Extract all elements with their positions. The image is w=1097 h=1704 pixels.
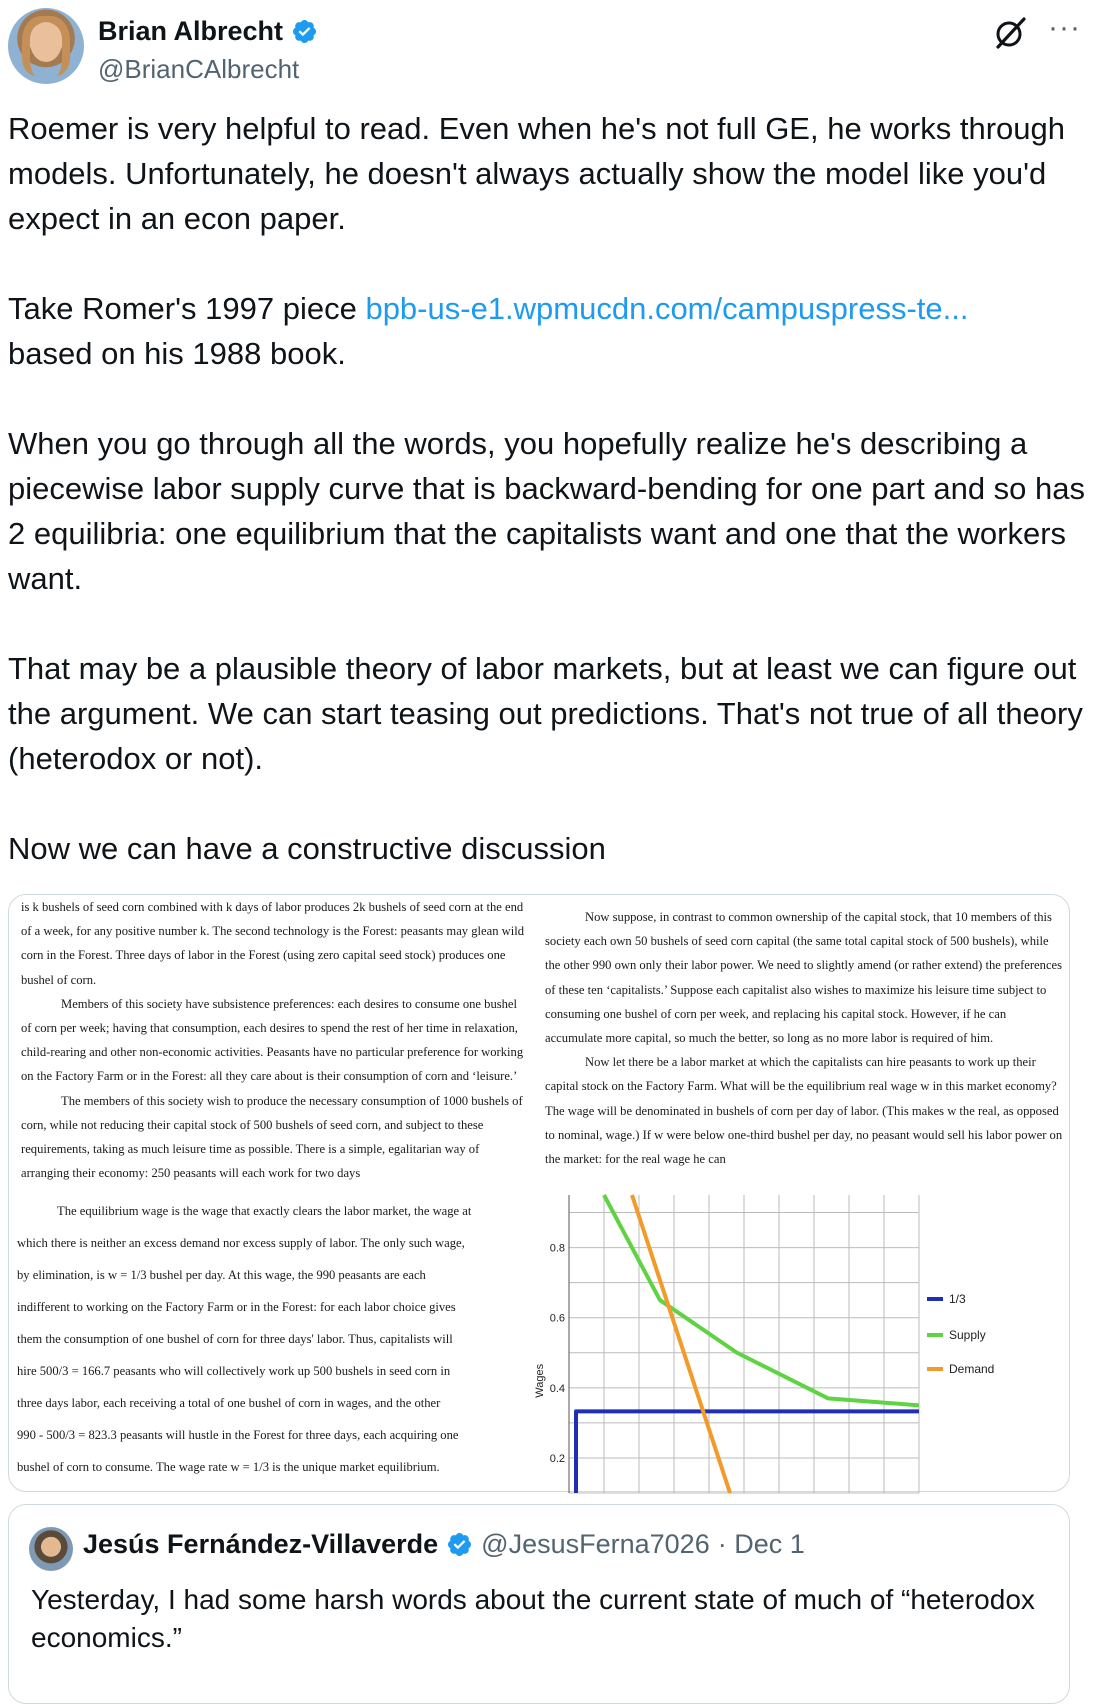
document-excerpt-left-top — [21, 895, 529, 1195]
doc-paragraph: is k bushels of seed corn combined with k days of labor produces 2k bushels of seed corn at the end of a week, for any positive number k. The second technology is the Forest: peasants may glean wild corn in the Forest. Three days of labor in the Forest (using zero capital seed stock) produces one bushel of corn. — [21, 900, 525, 987]
author-handle[interactable]: @BrianCAlbrecht — [98, 54, 300, 84]
doc-paragraph: Now let there be a labor market at which the capitalists can hire peasants to work up their capital stock on the Factory Farm. What will be the equilibrium real wage w in this market economy? The wage will be denominated in bushels of corn per day of labor. (This makes w the real, as opposed to nominal, wage.) If w were below one-third bushel per day, no peasant would sell his labor power on the market: for the real wage he can — [545, 1055, 1063, 1167]
tweet-paragraph: When you go through all the words, you hopefully realize he's describing a piecewise labor supply curve that is backward-bending for one part and so has 2 equilibria: one equilibrium that the capitalists want and one that the workers want. — [8, 426, 1086, 596]
article-link[interactable]: bpb-us-e1.wpmucdn.com/campuspress-te... — [365, 291, 969, 326]
doc-line: indifferent to working on the Factory Farm or in the Forest: for each labor choice gives — [17, 1300, 456, 1314]
doc-line: The equilibrium wage is the wage that exactly clears the labor market, the wage at — [57, 1204, 472, 1218]
quoted-tweet-header — [83, 1529, 805, 1560]
doc-paragraph: The members of this society wish to produce the necessary consumption of 1000 bushels of corn, while not reducing their capital stock of 500 bushels of seed corn, and subject to these requirements, taking as much leisure time as possible. There is a simple, egalitarian way of arranging their economy: 250 peasants will each work for two days — [21, 1093, 523, 1181]
link-prefix: Take Romer's 1997 piece — [8, 291, 366, 326]
series-line-1-3 — [576, 1411, 919, 1493]
tweet-paragraph: Roemer is very helpful to read. Even when he's not full GE, he works through models. Unfortunately, he doesn't always actually show the model like you'd expect in an econ paper. — [8, 111, 1066, 236]
tweet-text — [8, 106, 1088, 871]
doc-line: which there is neither an excess demand nor excess supply of labor. The only such wage, — [17, 1236, 465, 1250]
author-name-row — [98, 16, 318, 47]
tweet-media-image[interactable] — [8, 894, 1070, 1492]
link-suffix: based on his 1988 book. — [8, 336, 346, 371]
series-line-supply — [604, 1195, 919, 1405]
tweet-paragraph: That may be a plausible theory of labor markets, but at least we can figure out the argument. We can start teasing out predictions. That's not true of all theory (heterodox or not). — [8, 651, 1083, 776]
y-tick-label: 0.2 — [549, 1452, 565, 1465]
quoted-author-avatar[interactable] — [29, 1527, 73, 1571]
doc-paragraph: Members of this society have subsistence preferences: each desires to consume one bushel of corn per week; having that consumption, each desires to spend the rest of her time in relaxation, child-rearing and other non-economic activities. Peasants have no particular preference for working on the Factory Farm or in the Forest: all they care about is their consumption of corn and ‘leisure.’ — [21, 996, 524, 1084]
doc-line: by elimination, is w = 1/3 bushel per day. At this wage, the 990 peasants are each — [17, 1268, 426, 1282]
tweet-paragraph: Now we can have a constructive discussion — [8, 831, 606, 866]
y-tick-label: 0.4 — [549, 1382, 565, 1395]
doc-line: 990 - 500/3 = 823.3 peasants will hustle in the Forest for three days, each acquiring one — [17, 1428, 459, 1442]
legend-label: 1/3 — [949, 1292, 966, 1306]
quoted-author-name[interactable]: Jesús Fernández-Villaverde — [83, 1529, 439, 1559]
quoted-tweet-text: Yesterday, I had some harsh words about the current state of much of “heterodox economics.” — [31, 1584, 1035, 1653]
series-line-demand — [632, 1195, 730, 1493]
quoted-tweet[interactable] — [8, 1504, 1070, 1704]
author-display-name[interactable]: Brian Albrecht — [98, 16, 284, 46]
document-excerpt-left-bottom — [17, 1195, 529, 1485]
quoted-tweet-date[interactable]: · Dec 1 — [717, 1529, 805, 1559]
quoted-author-handle[interactable]: @JesusFerna7026 — [481, 1529, 710, 1559]
y-tick-label: 0.6 — [549, 1312, 565, 1325]
doc-line: them the consumption of one bushel of corn for three days' labor. Thus, capitalists will — [17, 1332, 453, 1346]
legend-label: Demand — [949, 1362, 995, 1376]
y-axis-label: Wages — [534, 1363, 546, 1398]
author-avatar[interactable] — [8, 8, 84, 84]
doc-line: bushel of corn to consume. The wage rate w = 1/3 is the unique market equilibrium. — [17, 1460, 440, 1474]
document-excerpt-right-top — [545, 905, 1065, 1195]
labor-market-chart — [534, 1195, 1069, 1493]
doc-paragraph: Now suppose, in contrast to common ownership of the capital stock, that 10 members of this society each own 50 bushels of seed corn capital (the same total capital stock of 500 bushels), while the other 990 own only their labor power. We need to slightly amend (or rather extend) the preferences of these ten ‘capitalists.’ Suppose each capitalist also wishes to maximize his leisure time subject to consuming one bushel of corn per week, and replacing his capital stock. However, if he can accumulate more capital, so much the better, so long as no more labor is required of him. — [545, 910, 1063, 1046]
tweet-paragraph-link — [8, 286, 1088, 376]
doc-line: hire 500/3 = 166.7 peasants who will collectively work up 500 bushels in seed corn in — [17, 1364, 451, 1378]
tweet-header — [8, 8, 1088, 84]
y-tick-label: 0.8 — [549, 1242, 565, 1255]
legend-label: Supply — [949, 1328, 986, 1342]
grok-icon[interactable] — [994, 16, 1028, 50]
verified-badge-icon — [291, 18, 318, 45]
more-options-icon[interactable]: ··· — [1048, 11, 1081, 44]
verified-badge-icon — [446, 1531, 473, 1558]
doc-line: three days labor, each receiving a total of one bushel of corn in wages, and the other — [17, 1396, 441, 1410]
